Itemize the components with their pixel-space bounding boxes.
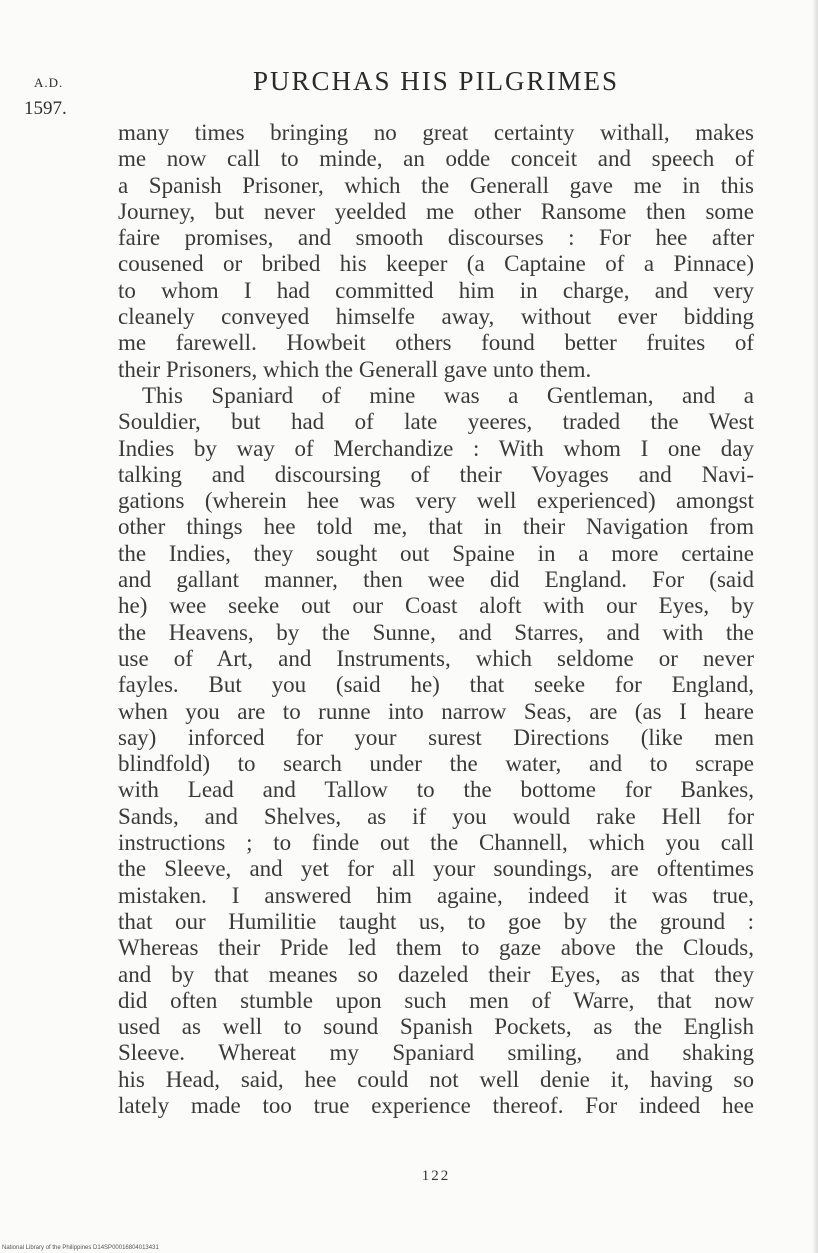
text-line: their Prisoners, which the Generall gave unto them.	[118, 356, 592, 382]
text-line: This Spaniard of mine was a Gentleman, and a	[142, 382, 754, 408]
text-line: gations (wherein hee was very well experienced) amongst	[118, 488, 754, 514]
text-line: many times bringing no great certainty withall, makes	[118, 120, 754, 145]
page-number: 122	[421, 1168, 451, 1184]
text-line: that our Humilitie taught us, to goe by the ground :	[118, 908, 754, 934]
text-line: did often stumble upon such men of Warre, that now	[118, 987, 754, 1013]
text-line: when you are to runne into narrow Seas, are (as I heare	[118, 698, 754, 724]
body-text	[118, 120, 754, 1119]
text-line: the Heavens, by the Sunne, and Starres, and with the	[118, 619, 754, 645]
text-line: his Head, said, hee could not well denie it, having so	[118, 1066, 754, 1092]
text-line: used as well to sound Spanish Pockets, as the English	[118, 1014, 754, 1040]
text-line: use of Art, and Instruments, which seldome or never	[118, 645, 754, 671]
page-edge-shadow	[812, 0, 818, 1253]
margin-date-note	[24, 70, 104, 122]
text-line: lately made too true experience thereof. For indeed hee	[118, 1092, 754, 1118]
text-line: Indies by way of Merchandize : With whom I one day	[118, 435, 754, 461]
text-line: me farewell. Howbeit others found better fruites of	[118, 330, 754, 356]
text-line: and by that meanes so dazeled their Eyes, as that they	[118, 961, 754, 987]
text-line: faire promises, and smooth discourses : For hee after	[118, 225, 754, 251]
text-line: talking and discoursing of their Voyages and Navi-	[118, 461, 754, 487]
text-line: other things hee told me, that in their Navigation from	[118, 514, 754, 540]
text-line: me now call to minde, an odde conceit and speech of	[118, 146, 754, 172]
text-line: Sleeve. Whereat my Spaniard smiling, and shaking	[118, 1040, 754, 1066]
text-line: cleanely conveyed himselfe away, without ever bidding	[118, 304, 754, 330]
text-line: Whereas their Pride led them to gaze above the Clouds,	[118, 935, 754, 961]
text-line: to whom I had committed him in charge, and very	[118, 277, 754, 303]
text-line: cousened or bribed his keeper (a Captaine of a Pinnace)	[118, 251, 754, 277]
text-line: say) inforced for your surest Directions (like men	[118, 724, 754, 750]
running-head: PURCHAS HIS PILGRIMES	[252, 66, 620, 96]
margin-year: 1597.	[24, 98, 67, 119]
text-line: with Lead and Tallow to the bottome for Bankes,	[118, 777, 754, 803]
text-line: fayles. But you (said he) that seeke for England,	[118, 672, 754, 698]
text-line: Journey, but never yeelded me other Ransome then some	[118, 198, 754, 224]
text-line: Sands, and Shelves, as if you would rake Hell for	[118, 803, 754, 829]
text-line: mistaken. I answered him againe, indeed it was true,	[118, 882, 754, 908]
text-line: instructions ; to finde out the Channell, which you call	[118, 830, 754, 856]
margin-label: A.D.	[34, 75, 64, 90]
text-line: Souldier, but had of late yeeres, traded the West	[118, 409, 754, 435]
text-line: he) wee seeke out our Coast aloft with our Eyes, by	[118, 593, 754, 619]
text-line: and gallant manner, then wee did England. For (said	[118, 567, 754, 593]
text-line: the Indies, they sought out Spaine in a more certaine	[118, 540, 754, 566]
text-line: a Spanish Prisoner, which the Generall gave me in this	[118, 172, 754, 198]
footer-credit: National Library of the Philippines D14SP00016804013431	[2, 1245, 159, 1251]
text-line: the Sleeve, and yet for all your soundings, are oftentimes	[118, 856, 754, 882]
text-line: blindfold) to search under the water, and to scrape	[118, 751, 754, 777]
